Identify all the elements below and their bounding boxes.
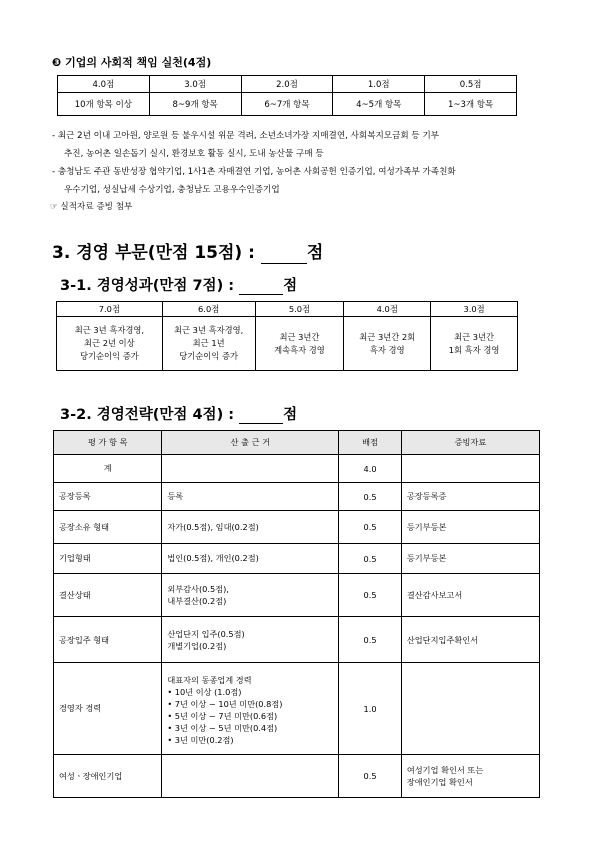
csr-value-05: 1~3개 항목 (425, 93, 517, 116)
item-cell: 결산상태 (54, 574, 162, 617)
score-cell: 1.0 (339, 663, 402, 755)
csr-value-2: 6~7개 항목 (241, 93, 333, 116)
item-cell: 경영자 경력 (54, 663, 162, 755)
proof-cell: 공장등록증 (401, 483, 539, 511)
management-section-title: 3. 경영 부문(만점 15점) : 점 (52, 243, 324, 263)
table-row (54, 483, 540, 511)
strategy-table (53, 430, 540, 798)
table-row (54, 617, 540, 663)
perf-header-6: 6.0점 (162, 302, 255, 317)
csr-header-2: 2.0점 (241, 76, 333, 93)
basis-cell: 외부감사(0.5점), 내부결산(0.2점) (162, 574, 339, 617)
csr-section-title: ❸ 기업의 사회적 책임 실천(4점) (52, 56, 212, 69)
item-cell: 공장입주 형태 (54, 617, 162, 663)
basis-cell: 산업단지 입주(0.5점) 개별기업(0.2점) (162, 617, 339, 663)
proof-cell: 결산감사보고서 (401, 574, 539, 617)
proof-cell (401, 663, 539, 755)
basis-cell: 등록 (162, 483, 339, 511)
perf-header-7: 7.0점 (57, 302, 163, 317)
perf-header-3: 3.0점 (431, 302, 518, 317)
basis-cell: 대표자의 동종업계 경력 • 10년 이상 (1.0점) • 7년 이상 ∼ 10년 미만(0.8점) • 5년 이상 ∼ 7년 미만(0.6점) • 3년 이상 ∼ 5년 미만(0.4점) • 3년 미만(0.2점) (162, 663, 339, 755)
proof-cell: 등기부등본 (401, 544, 539, 574)
csr-notes (52, 127, 456, 199)
basis-cell: 법인(0.5점), 개인(0.2점) (162, 544, 339, 574)
performance-table (56, 301, 518, 371)
col-score-header: 배점 (339, 431, 402, 455)
table-row (54, 511, 540, 544)
table-row (54, 755, 540, 798)
attachment-note: ☞ 실적자료 증빙 첨부 (50, 202, 133, 212)
note-line: 추진, 농어촌 일손돕기 실시, 환경보호 활동 실시, 도내 농산물 구매 등 (64, 149, 324, 159)
item-cell: 여성ㆍ장애인기업 (54, 755, 162, 798)
score-cell: 0.5 (339, 617, 402, 663)
proof-cell (401, 455, 539, 483)
score-cell: 4.0 (339, 455, 402, 483)
note-line: 우수기업, 성실납세 수상기업, 충청남도 고용우수인증기업 (64, 185, 280, 195)
csr-value-4: 10개 항목 이상 (58, 93, 150, 116)
basis-cell (162, 455, 339, 483)
proof-cell: 산업단지입주확인서 (401, 617, 539, 663)
basis-cell (162, 755, 339, 798)
csr-header-05: 0.5점 (425, 76, 517, 93)
performance-section-title: 3-1. 경영성과(만점 7점) : 점 (60, 278, 298, 294)
csr-value-3: 8~9개 항목 (149, 93, 241, 116)
score-cell: 0.5 (339, 483, 402, 511)
note-line: - 충청남도 주관 동반성장 협약기업, 1사1촌 자매결연 기업, 농어촌 사회공헌 인증기업, 여성가족부 가족친화 (52, 167, 456, 177)
item-cell: 기업형태 (54, 544, 162, 574)
score-cell: 0.5 (339, 544, 402, 574)
table-row (54, 455, 540, 483)
score-cell: 0.5 (339, 511, 402, 544)
perf-value-4: 최근 3년간 2회 흑자 경영 (344, 317, 431, 371)
perf-value-3: 최근 3년간 1회 흑자 경영 (431, 317, 518, 371)
proof-cell: 등기부등본 (401, 511, 539, 544)
career-score-list (167, 686, 338, 746)
list-item: • 3년 이상 ∼ 5년 미만(0.4점) (167, 722, 278, 733)
item-cell: 공장등록 (54, 483, 162, 511)
csr-header-3: 3.0점 (149, 76, 241, 93)
list-item: • 10년 이상 (1.0점) (167, 686, 242, 697)
list-item: • 3년 미만(0.2점) (167, 734, 234, 745)
perf-header-4: 4.0점 (344, 302, 431, 317)
list-item: • 7년 이상 ∼ 10년 미만(0.8점) (167, 698, 283, 709)
list-item: • 5년 이상 ∼ 7년 미만(0.6점) (167, 710, 278, 721)
perf-value-6: 최근 3년 흑자경영, 최근 1년 당기순이익 증가 (162, 317, 255, 371)
perf-value-7: 최근 3년 흑자경영, 최근 2년 이상 당기순이익 증가 (57, 317, 163, 371)
col-proof-header: 증빙자료 (401, 431, 539, 455)
proof-cell: 여성기업 확인서 또는 장애인기업 확인서 (401, 755, 539, 798)
csr-header-4: 4.0점 (58, 76, 150, 93)
perf-header-5: 5.0점 (255, 302, 344, 317)
csr-value-1: 4~5개 항목 (333, 93, 425, 116)
col-item-header: 평 가 항 목 (54, 431, 162, 455)
strategy-section-title: 3-2. 경영전략(만점 4점) : 점 (60, 407, 298, 423)
table-row (54, 574, 540, 617)
perf-value-5: 최근 3년간 계속흑자 경영 (255, 317, 344, 371)
score-cell: 0.5 (339, 755, 402, 798)
basis-cell: 자가(0.5점), 임대(0.2점) (162, 511, 339, 544)
col-basis-header: 산 출 근 거 (162, 431, 339, 455)
table-row (54, 663, 540, 755)
score-cell: 0.5 (339, 574, 402, 617)
csr-score-table (57, 75, 517, 116)
table-row (54, 544, 540, 574)
item-cell: 계 (54, 455, 162, 483)
item-cell: 공장소유 형태 (54, 511, 162, 544)
csr-header-1: 1.0점 (333, 76, 425, 93)
note-line: - 최근 2년 이내 고아원, 양로원 등 불우시설 위문 격려, 소년소녀가장 지매결연, 사회복지모금회 등 기부 (52, 131, 440, 141)
